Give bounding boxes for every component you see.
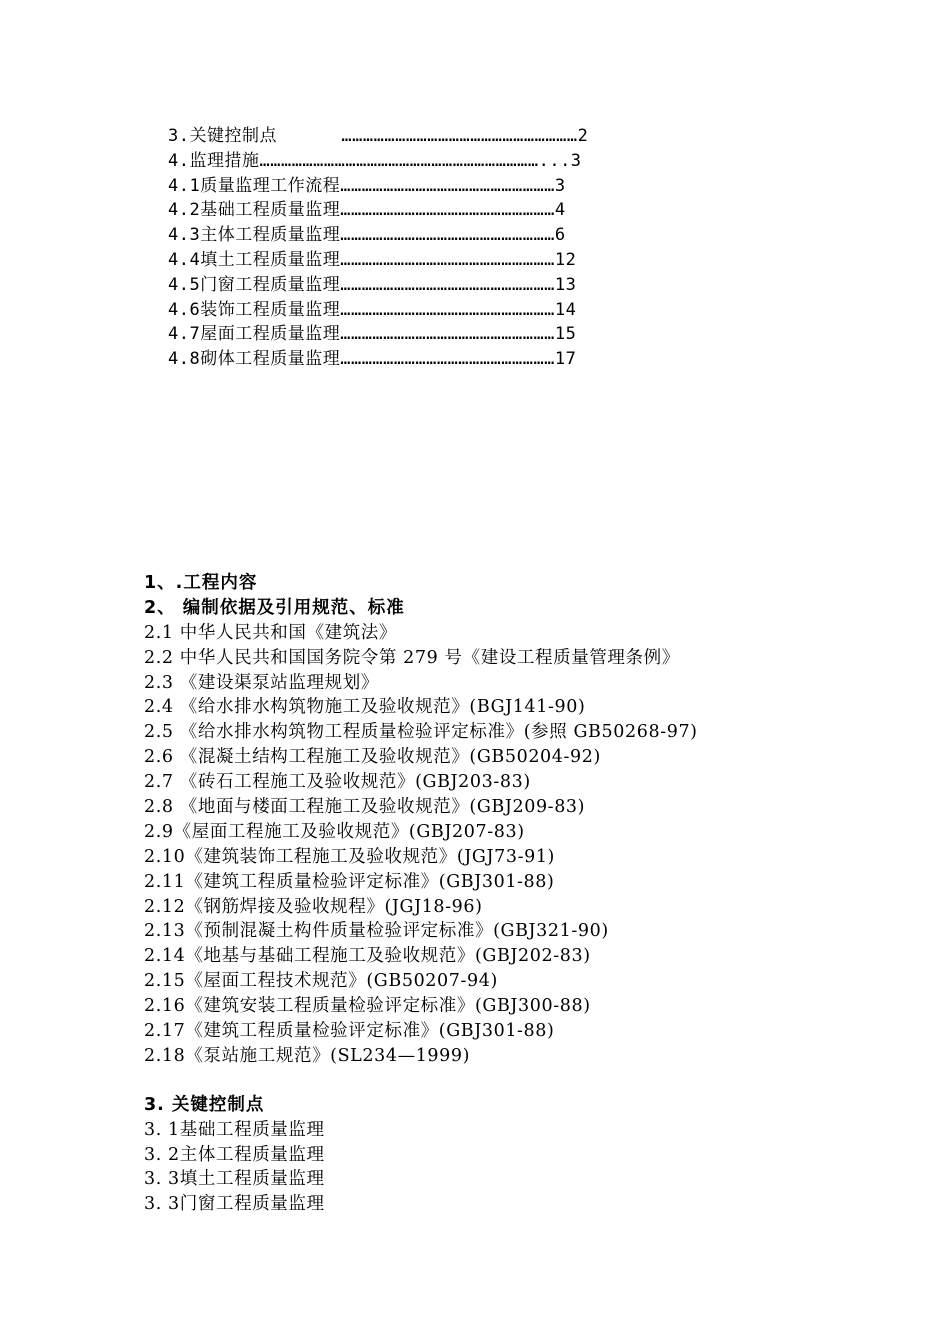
reference-item: 2.5 《给水排水构筑物工程质量检验评定标准》(参照 GB50268-97) (144, 722, 698, 743)
toc-title: 质量监理工作流程 (200, 175, 341, 196)
toc-page-number: 2 (577, 126, 589, 146)
section-2-heading: 2、 编制依据及引用规范、标准 (144, 597, 405, 618)
toc-page-number: ...3 (538, 150, 582, 171)
toc-title: 监理措施 (189, 150, 260, 171)
toc-leader-dots: …………………………………………………… (340, 349, 555, 370)
reference-item: 2.7 《砖石工程施工及验收规范》(GBJ203-83) (144, 772, 531, 793)
toc-leader-dots: ………………………………………………………… (341, 126, 578, 146)
toc-leader-dots: …………………………………………………… (340, 249, 555, 270)
reference-item: 2.14《地基与基础工程施工及验收规范》(GBJ202-83) (144, 946, 591, 967)
toc-title: 屋面工程质量监理 (200, 324, 341, 345)
toc-leader-dots: …………………………………………………… (340, 324, 555, 345)
toc-entry (168, 174, 808, 199)
toc-page-number: 3 (554, 175, 566, 196)
reference-item: 2.16《建筑安装工程质量检验评定标准》(GBJ300-88) (144, 996, 591, 1017)
toc-title: 基础工程质量监理 (200, 200, 341, 221)
control-point-item: 3. 3填土工程质量监理 (144, 1169, 325, 1190)
toc-entry (168, 223, 808, 248)
toc-entry (168, 298, 808, 323)
toc-spacer (277, 126, 341, 146)
toc-number: 4.4 (168, 249, 201, 270)
toc-entry (168, 248, 808, 273)
toc-entry (168, 124, 808, 149)
toc-title: 门窗工程质量监理 (200, 274, 341, 295)
toc-entry (168, 198, 808, 223)
reference-item: 2.17《建筑工程质量检验评定标准》(GBJ301-88) (144, 1021, 555, 1042)
toc-page-number: 12 (554, 249, 577, 270)
toc-page-number: 14 (554, 299, 577, 320)
toc-leader-dots: …………………………………………………… (340, 299, 555, 320)
section-3-heading: 3. 关键控制点 (144, 1094, 265, 1115)
reference-item: 2.2 中华人民共和国国务院令第 279 号《建设工程质量管理条例》 (144, 647, 680, 668)
toc-title: 关键控制点 (189, 126, 277, 146)
toc-title: 砌体工程质量监理 (200, 349, 341, 370)
reference-item: 2.6 《混凝土结构工程施工及验收规范》(GB50204-92) (144, 747, 601, 768)
control-point-item: 3. 2主体工程质量监理 (144, 1144, 325, 1165)
document-body (144, 571, 844, 1217)
toc-entry (168, 149, 808, 174)
toc-leader-dots: …………………………………………………… (340, 200, 555, 221)
reference-item: 2.9《屋面工程施工及验收规范》(GBJ207-83) (144, 821, 525, 842)
toc-number: 4.2 (168, 200, 201, 221)
toc-title: 主体工程质量监理 (200, 225, 341, 246)
reference-item: 2.8 《地面与楼面工程施工及验收规范》(GBJ209-83) (144, 797, 586, 818)
reference-item: 2.18《泵站施工规范》(SL234—1999) (144, 1045, 471, 1066)
reference-item: 2.10《建筑装饰工程施工及验收规范》(JGJ73-91) (144, 846, 555, 867)
toc-page-number: 15 (554, 324, 577, 345)
toc-entry (168, 273, 808, 298)
toc-page-number: 6 (554, 225, 566, 246)
reference-item: 2.3 《建设渠泵站监理规划》 (144, 672, 379, 693)
toc-title: 填土工程质量监理 (200, 249, 341, 270)
toc-entry (168, 347, 808, 372)
reference-item: 2.13《预制混凝土构件质量检验评定标准》(GBJ321-90) (144, 921, 609, 942)
toc-title: 装饰工程质量监理 (200, 299, 341, 320)
toc-page-number: 13 (554, 274, 577, 295)
toc-number: 3. (168, 126, 190, 146)
toc-number: 4.1 (168, 175, 201, 196)
reference-item: 2.11《建筑工程质量检验评定标准》(GBJ301-88) (144, 871, 555, 892)
control-point-item: 3. 1基础工程质量监理 (144, 1119, 325, 1140)
reference-item: 2.12《钢筋焊接及验收规程》(JGJ18-96) (144, 896, 483, 917)
toc-leader-dots: …………………………………………………… (340, 274, 555, 295)
toc-page-number: 17 (554, 349, 577, 370)
toc-page-number: 4 (554, 200, 566, 221)
toc-leader-dots: …………………………………………………… (340, 225, 555, 246)
reference-item: 2.15《屋面工程技术规范》(GB50207-94) (144, 971, 498, 992)
toc-number: 4.6 (168, 299, 201, 320)
toc-number: 4.3 (168, 225, 201, 246)
toc-leader-dots: …………………………………………………… (340, 175, 555, 196)
section-1-heading: 1、.工程内容 (144, 573, 258, 593)
table-of-contents (168, 124, 808, 372)
toc-leader-dots: …………………………………………………………………… (259, 150, 539, 171)
paragraph-spacer (144, 1069, 844, 1093)
toc-entry (168, 322, 808, 347)
toc-number: 4.5 (168, 274, 201, 295)
reference-item: 2.1 中华人民共和国《建筑法》 (144, 622, 397, 643)
reference-item: 2.4 《给水排水构筑物施工及验收规范》(BGJ141-90) (144, 697, 586, 718)
control-point-item: 3. 3门窗工程质量监理 (144, 1194, 325, 1215)
toc-number: 4.7 (168, 324, 201, 345)
toc-number: 4. (168, 150, 190, 171)
toc-number: 4.8 (168, 349, 201, 370)
